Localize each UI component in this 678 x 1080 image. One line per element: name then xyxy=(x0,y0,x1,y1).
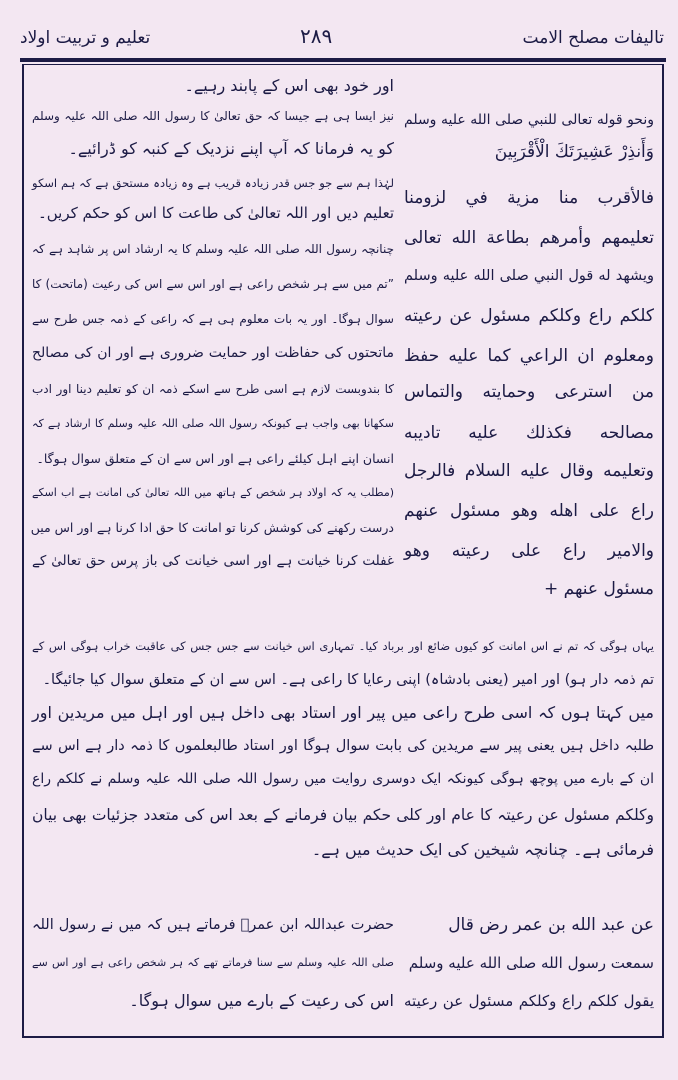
full-width-line: ان کے بارے میں پوچھ ہوگی کیونکہ ایک دوسری روایت میں رسول اللہ صلی اللہ علیہ وسلم نے کلکم راع xyxy=(32,771,654,787)
full-width-line: طلبہ داخل ہیں یعنی پیر سے مریدین کی بابت سوال ہوگا اور استاد طالبعلموں کا ذمہ دار ہے اس سے xyxy=(32,738,654,754)
arabic-line: راع على اهله وهو مسئول عنهم xyxy=(404,501,654,521)
arabic-line: والامير راع على رعيته وهو xyxy=(404,541,654,561)
arabic-line: ومعلوم ان الراعي كما عليه حفظ xyxy=(404,346,654,366)
full-width-line: یہاں ہوگی کہ تم نے اس امانت کو کیوں ضائع اور برباد کیا۔ تمہاری اس خیانت سے جس جس کی عاقبت خراب ہوگی اس کے xyxy=(32,639,654,653)
urdu-line: نیز ایسا ہی ہے جیسا کہ حق تعالیٰ کا رسول اللہ صلی اللہ علیہ وسلم xyxy=(32,109,394,123)
arabic-line: من استرعى وحمايته والتماس xyxy=(404,382,654,402)
hadith-arabic-line: سمعت رسول الله صلى الله عليه وسلم xyxy=(408,954,654,972)
arabic-line: وَأَنذِرْ عَشِيرَتَكَ الْأَقْرَبِينَ xyxy=(494,142,654,162)
chapter-title-header: تعلیم و تربیت اولاد xyxy=(20,28,151,48)
book-series-header: تالیفات مصلح الامت xyxy=(522,28,664,48)
urdu-line: چنانچہ رسول اللہ صلی اللہ علیہ وسلم کا یہ ارشاد اس پر شاہد ہے کہ xyxy=(32,242,394,256)
urdu-line: تعلیم دیں اور اللہ تعالیٰ کی طاعت کا اس کو حکم کریں۔ xyxy=(37,204,394,222)
hadith-urdu-line: حضرت عبداللہ ابن عمرؓ فرماتے ہیں کہ میں نے رسول اللہ xyxy=(32,917,394,933)
arabic-line: فالأقرب منا مزية في لزومنا xyxy=(404,188,654,208)
full-width-line: فرمائی ہے۔ چنانچہ شیخین کی ایک حدیث میں ہے۔ xyxy=(311,840,654,859)
hadith-urdu-line: اس کی رعیت کے بارے میں سوال ہوگا۔ xyxy=(129,991,394,1010)
urdu-line: کا بندوبست لازم ہے اسی طرح سے اسکے ذمہ ان کو تعلیم دینا اور ادب xyxy=(32,382,394,396)
full-width-line: تم ذمہ دار ہو) اور امیر (یعنی بادشاہ) اپنی رعایا کا راعی ہے۔ اس سے ان کے متعلق سوال کیا جائیگا۔ xyxy=(42,672,654,688)
arabic-line: تعليمهم وأمرهم بطاعة الله تعالى xyxy=(404,228,654,248)
urdu-line: سوال ہوگا۔ اور یہ بات معلوم ہی ہے کہ راعی کے ذمہ جس طرح سے xyxy=(32,312,394,326)
arabic-line: وتعليمه وقال عليه السلام فالرجل xyxy=(404,461,654,481)
urdu-line: لہٰذا ہم سے جو جس قدر زیادہ قریب ہے وہ زیادہ مستحق ہے کہ ہم اسکو xyxy=(32,176,394,190)
arabic-line: ونحو قوله تعالى للنبي صلى الله عليه وسلم xyxy=(404,112,654,128)
urdu-line: انسان اپنے اہل کیلئے راعی ہے اور اس سے ان کے متعلق سوال ہوگا۔ xyxy=(36,451,394,466)
page-number: ۲۸۹ xyxy=(300,24,333,48)
arabic-line: كلكم راع وكلكم مسئول عن رعيته xyxy=(404,306,654,326)
hadith-arabic-line: يقول كلكم راع وكلكم مسئول عن رعيته xyxy=(404,992,654,1010)
urdu-line: (مطلب یہ کہ اولاد ہر شخص کے ہاتھ میں اللہ تعالیٰ کی امانت ہے اب اسکے xyxy=(32,486,394,499)
urdu-line: غفلت کرنا خیانت ہے اور اسی خیانت کی باز پرس حق تعالیٰ کے xyxy=(32,553,394,569)
arabic-line: ويشهد له قول النبي صلى الله عليه وسلم xyxy=(404,268,654,284)
arabic-line: مسئول عنهم + xyxy=(543,579,654,599)
header-rule xyxy=(20,58,666,62)
hadith-urdu-line: صلی اللہ علیہ وسلم سے سنا فرماتے تھے کہ ہر شخص راعی ہے اور اس سے xyxy=(32,956,394,969)
urdu-line: ”تم میں سے ہر شخص راعی ہے اور اس سے اس کی رعیت (ماتحت) کا xyxy=(32,277,394,291)
arabic-line: مصالحه فكذلك عليه تاديبه xyxy=(404,423,654,443)
urdu-line: کو یہ فرمانا کہ آپ اپنے نزدیک کے کنبہ کو ڈرائیے۔ xyxy=(68,139,394,158)
hadith-arabic-line: عن عبد الله بن عمر رض قال xyxy=(448,915,654,935)
urdu-line: اور خود بھی اس کے پابند رہیے۔ xyxy=(184,76,394,95)
urdu-line: سکھانا بھی واجب ہے کیونکہ رسول اللہ صلی اللہ علیہ وسلم کا ارشاد ہے کہ xyxy=(32,417,394,430)
urdu-line: ماتحتوں کی حفاظت اور حمایت ضروری ہے اور ان کی مصالح xyxy=(32,345,394,361)
full-width-line: میں کہتا ہوں کہ اسی طرح راعی میں پیر اور استاد بھی داخل ہیں اور اہل میں مریدین اور xyxy=(32,703,654,722)
urdu-line: درست رکھنے کی کوشش کرنا تو امانت کا حق ادا کرنا ہے اور اس میں xyxy=(30,520,394,535)
full-width-line: وکلکم مسئول عن رعیتہ کا عام اور کلی حکم بیان فرمانے کے بعد اس کی متعدد جزئیات بھی بیان xyxy=(32,806,654,824)
